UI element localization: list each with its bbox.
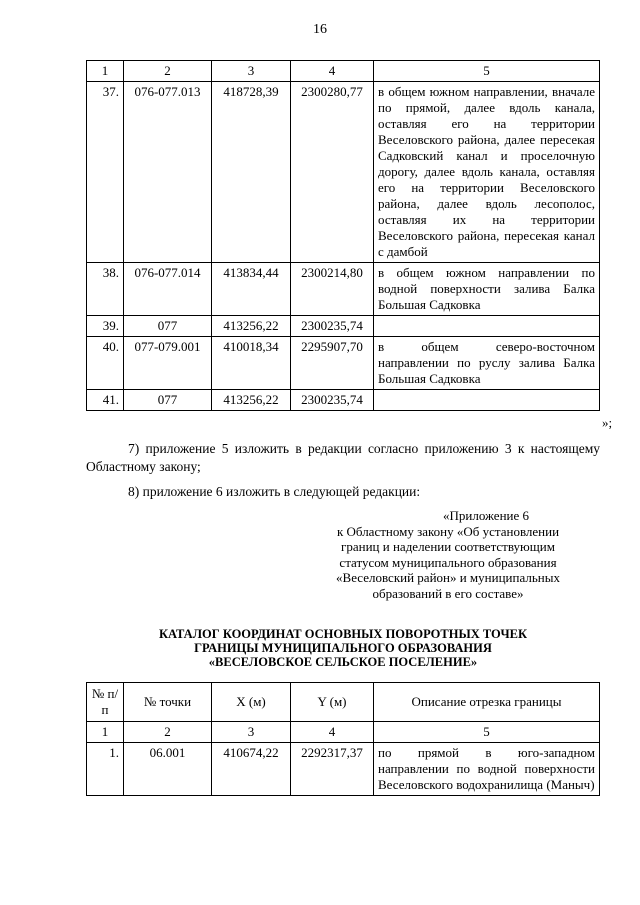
point-id: 076-077.013 <box>124 82 212 263</box>
paragraph-7: 7) приложение 5 изложить в редакции согласно приложению 3 к настоящему Областному закону; <box>86 441 600 474</box>
coord-x: 413834,44 <box>212 263 291 316</box>
col-header-description: Описание отрезка границы <box>374 683 600 722</box>
appendix-heading <box>296 508 600 601</box>
segment-description <box>374 316 600 337</box>
table-number-row <box>87 722 600 743</box>
col-header-y: Y (м) <box>291 683 374 722</box>
row-number: 41. <box>87 390 124 411</box>
catalog-title-line: «ВЕСЕЛОВСКОЕ СЕЛЬСКОЕ ПОСЕЛЕНИЕ» <box>208 655 478 669</box>
point-id: 076-077.014 <box>124 263 212 316</box>
catalog-title-line: ГРАНИЦЫ МУНИЦИПАЛЬНОГО ОБРАЗОВАНИЯ <box>194 641 492 655</box>
point-id: 077 <box>124 390 212 411</box>
table-row <box>87 316 600 337</box>
table-row <box>87 263 600 316</box>
col-number-5: 5 <box>374 61 600 82</box>
row-number: 40. <box>87 337 124 390</box>
segment-description <box>374 390 600 411</box>
row-number: 38. <box>87 263 124 316</box>
segment-description: в общем северо-восточном направлении по руслу залива Балка Большая Садковка <box>374 337 600 390</box>
point-id: 077 <box>124 316 212 337</box>
row-number: 37. <box>87 82 124 263</box>
coord-y: 2300214,80 <box>291 263 374 316</box>
page-number: 16 <box>313 22 327 37</box>
appendix-line: границ и наделении соответствующим <box>341 539 555 554</box>
col-number-2: 2 <box>124 722 212 743</box>
col-number-1: 1 <box>87 722 124 743</box>
table-row <box>87 337 600 390</box>
appendix-line: образований в его составе» <box>372 585 524 601</box>
catalog-title-line: КАТАЛОГ КООРДИНАТ ОСНОВНЫХ ПОВОРОТНЫХ ТОЧЕК <box>158 627 528 641</box>
table-row <box>87 82 600 263</box>
point-id: 077-079.001 <box>124 337 212 390</box>
col-number-1: 1 <box>87 61 124 82</box>
coord-x: 418728,39 <box>212 82 291 263</box>
catalog-coordinates-table <box>86 682 600 796</box>
row-number: 39. <box>87 316 124 337</box>
col-header-row-number: № п/п <box>87 683 124 722</box>
coord-x: 410674,22 <box>212 743 291 796</box>
catalog-title <box>86 627 600 669</box>
coord-y: 2300235,74 <box>291 390 374 411</box>
appendix-title: «Приложение 6 <box>442 508 530 523</box>
segment-description: в общем южном направлении по водной поверхности залива Балка Большая Садковка <box>374 263 600 316</box>
col-number-4: 4 <box>291 722 374 743</box>
coord-y: 2300235,74 <box>291 316 374 337</box>
row-number: 1. <box>87 743 124 796</box>
closing-quote: »; <box>602 415 613 430</box>
col-number-3: 3 <box>212 61 291 82</box>
appendix-line: к Областному закону «Об установлении <box>336 523 560 539</box>
coord-y: 2300280,77 <box>291 82 374 263</box>
coord-x: 410018,34 <box>212 337 291 390</box>
coord-y: 2292317,37 <box>291 743 374 796</box>
table-header-row <box>87 61 600 82</box>
col-number-3: 3 <box>212 722 291 743</box>
boundary-points-table-continued <box>86 60 600 411</box>
segment-description: в общем южном направлении, вначале по прямой, далее вдоль канала, оставляя его на территории Веселовского района, далее пересекая Садковский канал и проселочную дорогу, далее вдоль канала, оставляя его на территории Веселовского района, далее вдоль лесополос, оставляя их на территории Веселовского района, пересекая канал с дамбой <box>374 82 600 263</box>
col-header-x: X (м) <box>212 683 291 722</box>
appendix-line: статусом муниципального образования <box>339 554 557 570</box>
appendix-line: «Веселовский район» и муниципальных <box>336 570 560 585</box>
coord-x: 413256,22 <box>212 390 291 411</box>
coord-x: 413256,22 <box>212 316 291 337</box>
col-number-4: 4 <box>291 61 374 82</box>
coord-y: 2295907,70 <box>291 337 374 390</box>
table-row <box>87 743 600 796</box>
point-id: 06.001 <box>124 743 212 796</box>
col-number-2: 2 <box>124 61 212 82</box>
col-header-point: № точки <box>124 683 212 722</box>
table-row <box>87 390 600 411</box>
col-number-5: 5 <box>374 722 600 743</box>
segment-description: по прямой в юго-западном направлении по водной поверхности Веселовского водохранилища (Маныч) <box>374 743 600 796</box>
paragraph-8: 8) приложение 6 изложить в следующей редакции: <box>128 484 421 499</box>
table-header-row <box>87 683 600 722</box>
